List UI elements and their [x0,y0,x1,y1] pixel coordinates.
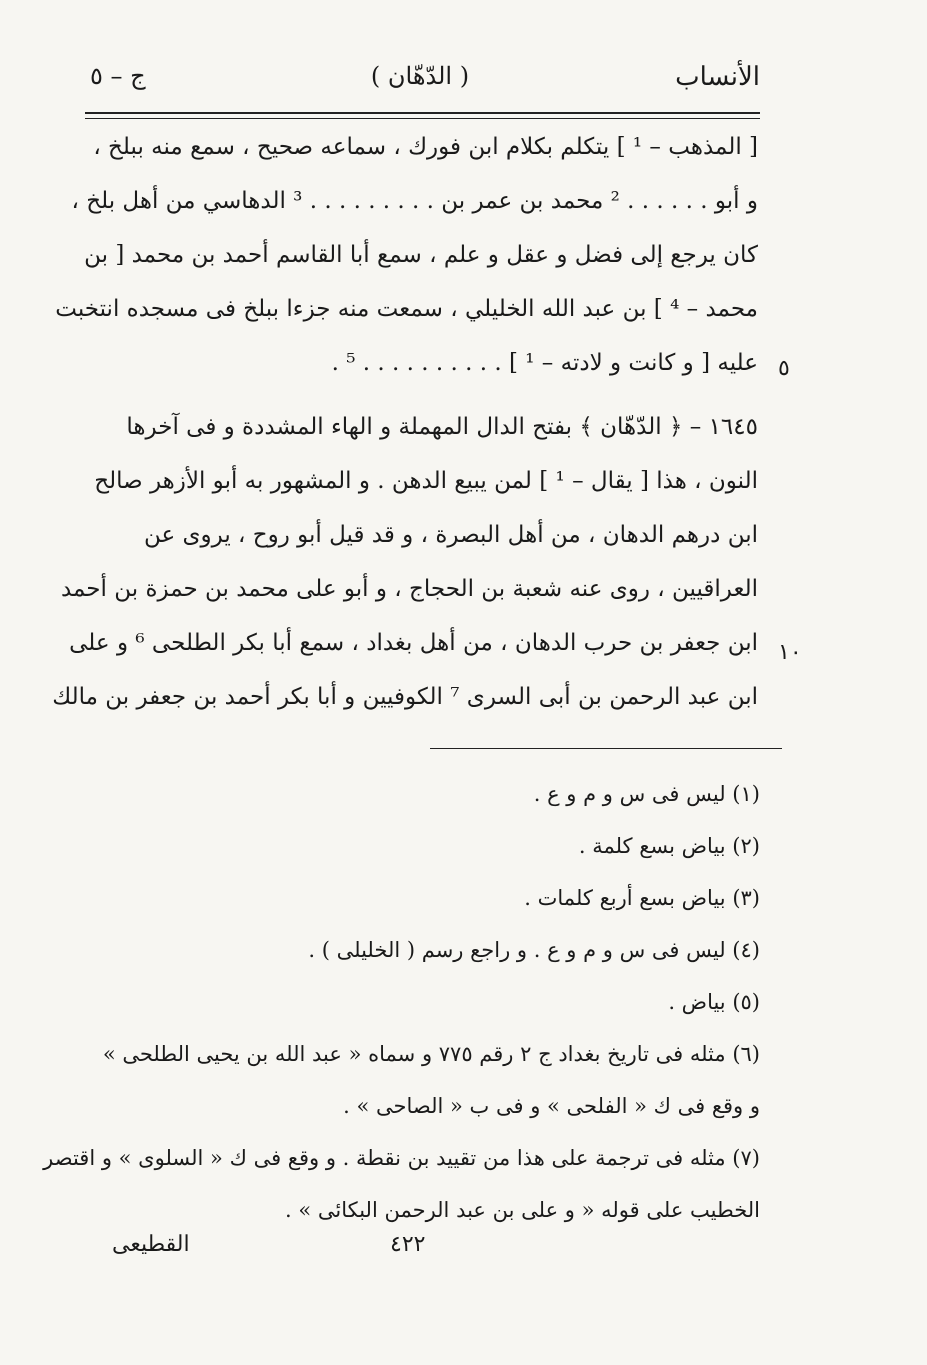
text-line: النون ، هذا [ يقال – ¹ ] لمن يبيع الدهن . و المشهور به أبو الأزهر صالح [94,468,758,494]
text-line: ابن جعفر بن حرب الدهان ، من أهل بغداد ، سمع أبا بكر الطلحى ⁶ و على [69,630,758,656]
running-header [80,62,760,98]
volume-label: ج – ٥ [90,62,146,90]
footnote: (٢) بياض بسع كلمة . [578,834,760,858]
footnote-rule [430,748,782,749]
page-number: ٤٢٢ [390,1232,426,1257]
section-title: ( الدّهّان ) [370,62,470,90]
footnote: (٦) مثله فى تاريخ بغداد ج ٢ رقم ٧٧٥ و سماه « عبد الله بن يحيى الطلحى » [102,1042,760,1066]
text-line: [ المذهب – ¹ ] يتكلم بكلام ابن فورك ، سماعه صحيح ، سمع منه ببلخ ، [93,134,758,160]
footnote: (٥) بياض . [668,990,760,1014]
footnote: (٧) مثله فى ترجمة على هذا من تقييد بن نقطة . و وقع فى ك « السلوى » و اقتصر [43,1146,760,1170]
footnote-continuation: و وقع فى ك « الفلحى » و فى ب « الصاحى » . [343,1094,760,1118]
footnote: (١) ليس فى س و م و ع . [533,782,760,806]
footnote: (٤) ليس فى س و م و ع . و راجع رسم ( الخليلى ) . [308,938,760,962]
header-rule-thin [85,118,760,119]
text-line: العراقيين ، روى عنه شعبة بن الحجاج ، و أبو على محمد بن حمزة بن أحمد [60,576,758,602]
header-rule [85,112,760,114]
text-line: محمد – ⁴ ] بن عبد الله الخليلي ، سمعت منه جزءا ببلخ فى مسجده انتخبت [55,296,758,322]
printer-signature: القطيعى [112,1232,190,1257]
body-block-entry-1645 [52,400,758,724]
footnotes [43,768,760,1236]
line-number-10: ١٠ [778,640,802,665]
text-line: ابن درهم الدهان ، من أهل البصرة ، و قد قيل أبو روح ، يروى عن [143,522,758,548]
text-line: كان يرجع إلى فضل و عقل و علم ، سمع أبا القاسم أحمد بن محمد [ بن [84,242,758,268]
footnote: (٣) بياض بسع أربع كلمات . [524,886,760,910]
text-line: و أبو . . . . . . ² محمد بن عمر بن . . . . . . . . . ³ الدهاسي من أهل بلخ ، [71,188,758,214]
text-line: ابن عبد الرحمن بن أبى السرى ⁷ الكوفيين و أبا بكر أحمد بن جعفر بن مالك [52,684,758,710]
page-footer [100,1232,760,1272]
text-line: عليه [ و كانت و لادته – ¹ ] . . . . . . . . . . ⁵ . [331,350,758,376]
line-number-5: ٥ [778,356,790,381]
text-line: ١٦٤٥ – ﴿ الدّهّان ﴾ بفتح الدال المهملة و الهاء المشددة و فى آخرها [126,414,758,440]
book-title: الأنساب [675,62,760,92]
body-block-1 [55,120,758,390]
footnote-continuation: الخطيب على قوله « و على بن عبد الرحمن البكائى » . [285,1198,760,1222]
